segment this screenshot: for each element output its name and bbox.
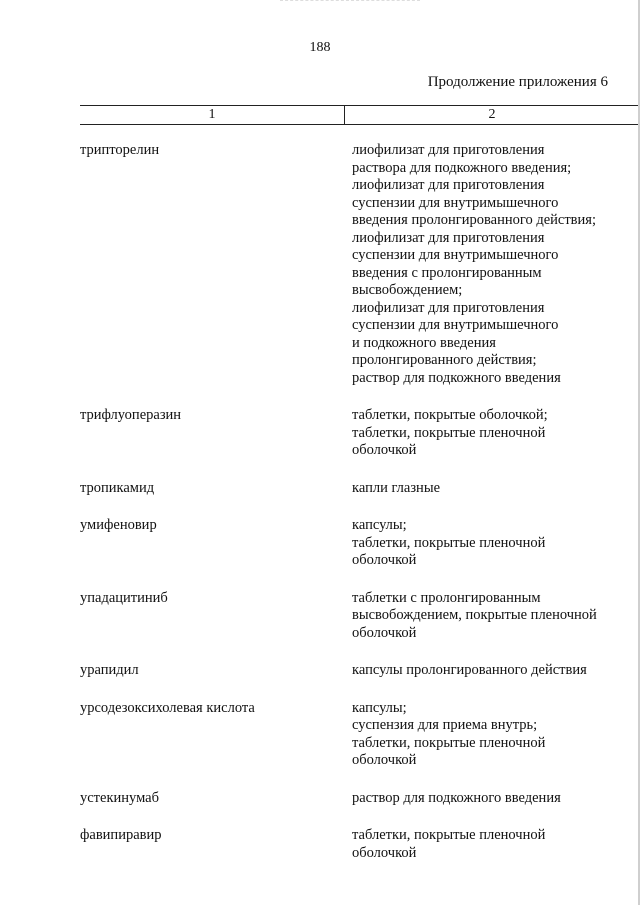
drug-name: трипторелин	[80, 142, 160, 158]
table-header	[80, 105, 640, 125]
drug-name: урсодезоксихолевая кислота	[80, 699, 255, 716]
dosage-form-line: лиофилизат для приготовления	[352, 142, 545, 158]
drug-name: устекинумаб	[80, 789, 159, 806]
drug-name: упадацитиниб	[80, 589, 168, 606]
dosage-form-line: раствор для подкожного введения	[352, 369, 561, 386]
dosage-form-line: капсулы пролонгированного действия	[352, 662, 587, 678]
table-row	[80, 662, 620, 680]
drug-name: умифеновир	[80, 517, 157, 533]
drug-name: тропикамид	[80, 479, 155, 496]
dosage-form-line: таблетки, покрытые пленочной	[352, 424, 546, 441]
dosage-forms	[352, 590, 620, 643]
dosage-form-line: введения с пролонгированным	[352, 264, 542, 281]
dosage-forms	[352, 517, 620, 570]
dosage-forms	[352, 827, 620, 862]
dosage-form-line: лиофилизат для приготовления	[352, 177, 545, 193]
dosage-forms	[352, 480, 620, 498]
dosage-form-line: оболочкой	[352, 844, 417, 861]
dosage-form-line: таблетки, покрытые пленочной	[352, 827, 546, 843]
table-row	[80, 790, 620, 808]
dosage-form-line: высвобождением;	[352, 282, 463, 298]
dosage-form-line: таблетки, покрытые пленочной	[352, 534, 546, 551]
scan-artifact-line	[280, 0, 420, 1]
table-row	[80, 590, 620, 643]
table-row	[80, 700, 620, 770]
dosage-form-line: суспензии для внутримышечного	[352, 247, 559, 263]
drug-name: трифлуоперазин	[80, 407, 182, 423]
table-row	[80, 407, 620, 460]
table-header-col-1: 1	[208, 107, 216, 122]
dosage-form-line: высвобождением, покрытые пленочной	[352, 607, 597, 623]
dosage-form-line: пролонгированного действия;	[352, 352, 537, 368]
dosage-form-line: оболочкой	[352, 552, 417, 568]
dosage-form-line: капсулы;	[352, 517, 407, 533]
dosage-form-line: таблетки с пролонгированным	[352, 589, 541, 606]
table-row	[80, 827, 620, 862]
dosage-form-line: лиофилизат для приготовления	[352, 299, 545, 316]
dosage-form-line: введения пролонгированного действия;	[352, 212, 596, 228]
dosage-form-line: капсулы;	[352, 699, 407, 716]
page-number: 188	[309, 40, 331, 55]
dosage-forms	[352, 662, 620, 680]
dosage-forms	[352, 142, 620, 387]
drug-name: фавипиравир	[80, 827, 162, 843]
dosage-form-line: раствора для подкожного введения;	[352, 159, 572, 176]
dosage-form-line: таблетки, покрытые оболочкой;	[352, 407, 548, 423]
drug-table-body	[80, 142, 620, 882]
drug-name: урапидил	[80, 662, 139, 678]
dosage-forms	[352, 407, 620, 460]
dosage-form-line: и подкожного введения	[352, 334, 496, 351]
table-row	[80, 142, 620, 387]
appendix-continuation-note: Продолжение приложения 6	[427, 74, 608, 90]
dosage-forms	[352, 700, 620, 770]
table-row	[80, 480, 620, 498]
table-header-col-2: 2	[488, 107, 496, 122]
dosage-form-line: таблетки, покрытые пленочной	[352, 734, 546, 751]
dosage-form-line: суспензия для приема внутрь;	[352, 717, 538, 733]
dosage-form-line: раствор для подкожного введения	[352, 789, 561, 806]
table-row	[80, 517, 620, 570]
dosage-form-line: суспензии для внутримышечного	[352, 317, 559, 333]
dosage-form-line: оболочкой	[352, 442, 417, 458]
dosage-form-line: капли глазные	[352, 479, 440, 496]
dosage-form-line: лиофилизат для приготовления	[352, 229, 545, 246]
dosage-forms	[352, 790, 620, 808]
dosage-form-line: суспензии для внутримышечного	[352, 194, 559, 211]
dosage-form-line: оболочкой	[352, 752, 417, 768]
dosage-form-line: оболочкой	[352, 624, 417, 641]
